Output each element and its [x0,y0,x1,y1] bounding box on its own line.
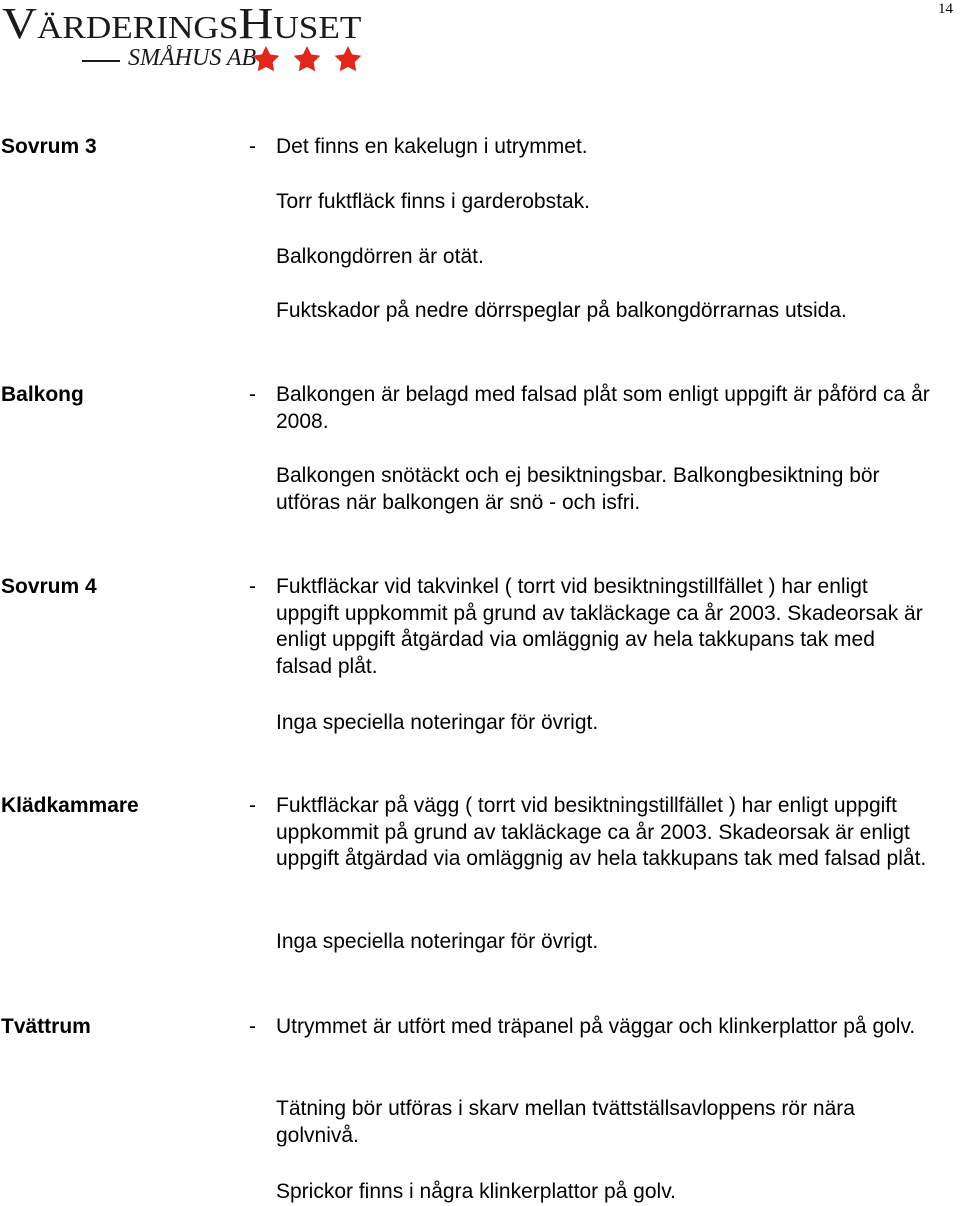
list-dash: - [249,1015,256,1038]
logo-sub-text: SMÅHUS AB [128,45,257,71]
logo-main-text: VÄRDERINGSHUSET [2,0,362,48]
paragraph: Fuktfläckar på vägg ( torrt vid besiktningstillfället ) har enligt uppgift uppkommit på grund av takläckage ca år 2003. Skadeorsak är enligt uppgift åtgärdad via omläggnig av hela takkupans tak med falsad plåt. [276,794,927,870]
section-heading: Balkong [1,383,84,406]
paragraph: Sprickor finns i några klinkerplattor på golv. [276,1180,676,1203]
company-logo [0,0,380,80]
star-icon [294,46,321,71]
paragraph: Inga speciella noteringar för övrigt. [276,930,599,953]
star-icon [253,46,280,71]
paragraph: Balkongen är belagd med falsad plåt som enligt uppgift är påförd ca år 2008. [276,383,930,433]
paragraph: Inga speciella noteringar för övrigt. [276,711,599,734]
paragraph: Balkongdörren är otät. [276,245,484,268]
paragraph: Tätning bör utföras i skarv mellan tvättställsavloppens rör nära golvnivå. [276,1097,855,1147]
paragraph: Det finns en kakelugn i utrymmet. [276,135,588,158]
logo-stars-icon [246,40,374,80]
paragraph: Fuktfläckar vid takvinkel ( torrt vid besiktningstillfället ) har enligt uppgift uppkommit på grund av takläckage ca år 2003. Skadeorsak är enligt uppgift åtgärdad via omläggnig av hela takkupans tak med falsad plåt. [276,575,923,678]
paragraph: Balkongen snötäckt och ej besiktningsbar. Balkongbesiktning bör utföras när balkongen är snö - och isfri. [276,464,880,514]
list-dash: - [249,794,256,817]
list-dash: - [249,383,256,406]
paragraph: Torr fuktfläck finns i garderobstak. [276,190,590,213]
paragraph: Fuktskador på nedre dörrspeglar på balkongdörrarnas utsida. [276,299,847,322]
section-heading: Klädkammare [1,794,139,817]
paragraph: Utrymmet är utfört med träpanel på väggar och klinkerplattor på golv. [276,1015,916,1038]
logo-rule [82,60,120,62]
section-heading: Sovrum 4 [1,575,97,598]
list-dash: - [249,135,256,158]
star-icon [335,46,362,71]
section-heading: Tvättrum [1,1015,91,1038]
section-heading: Sovrum 3 [1,135,97,158]
page-number: 14 [938,1,953,17]
list-dash: - [249,575,256,598]
